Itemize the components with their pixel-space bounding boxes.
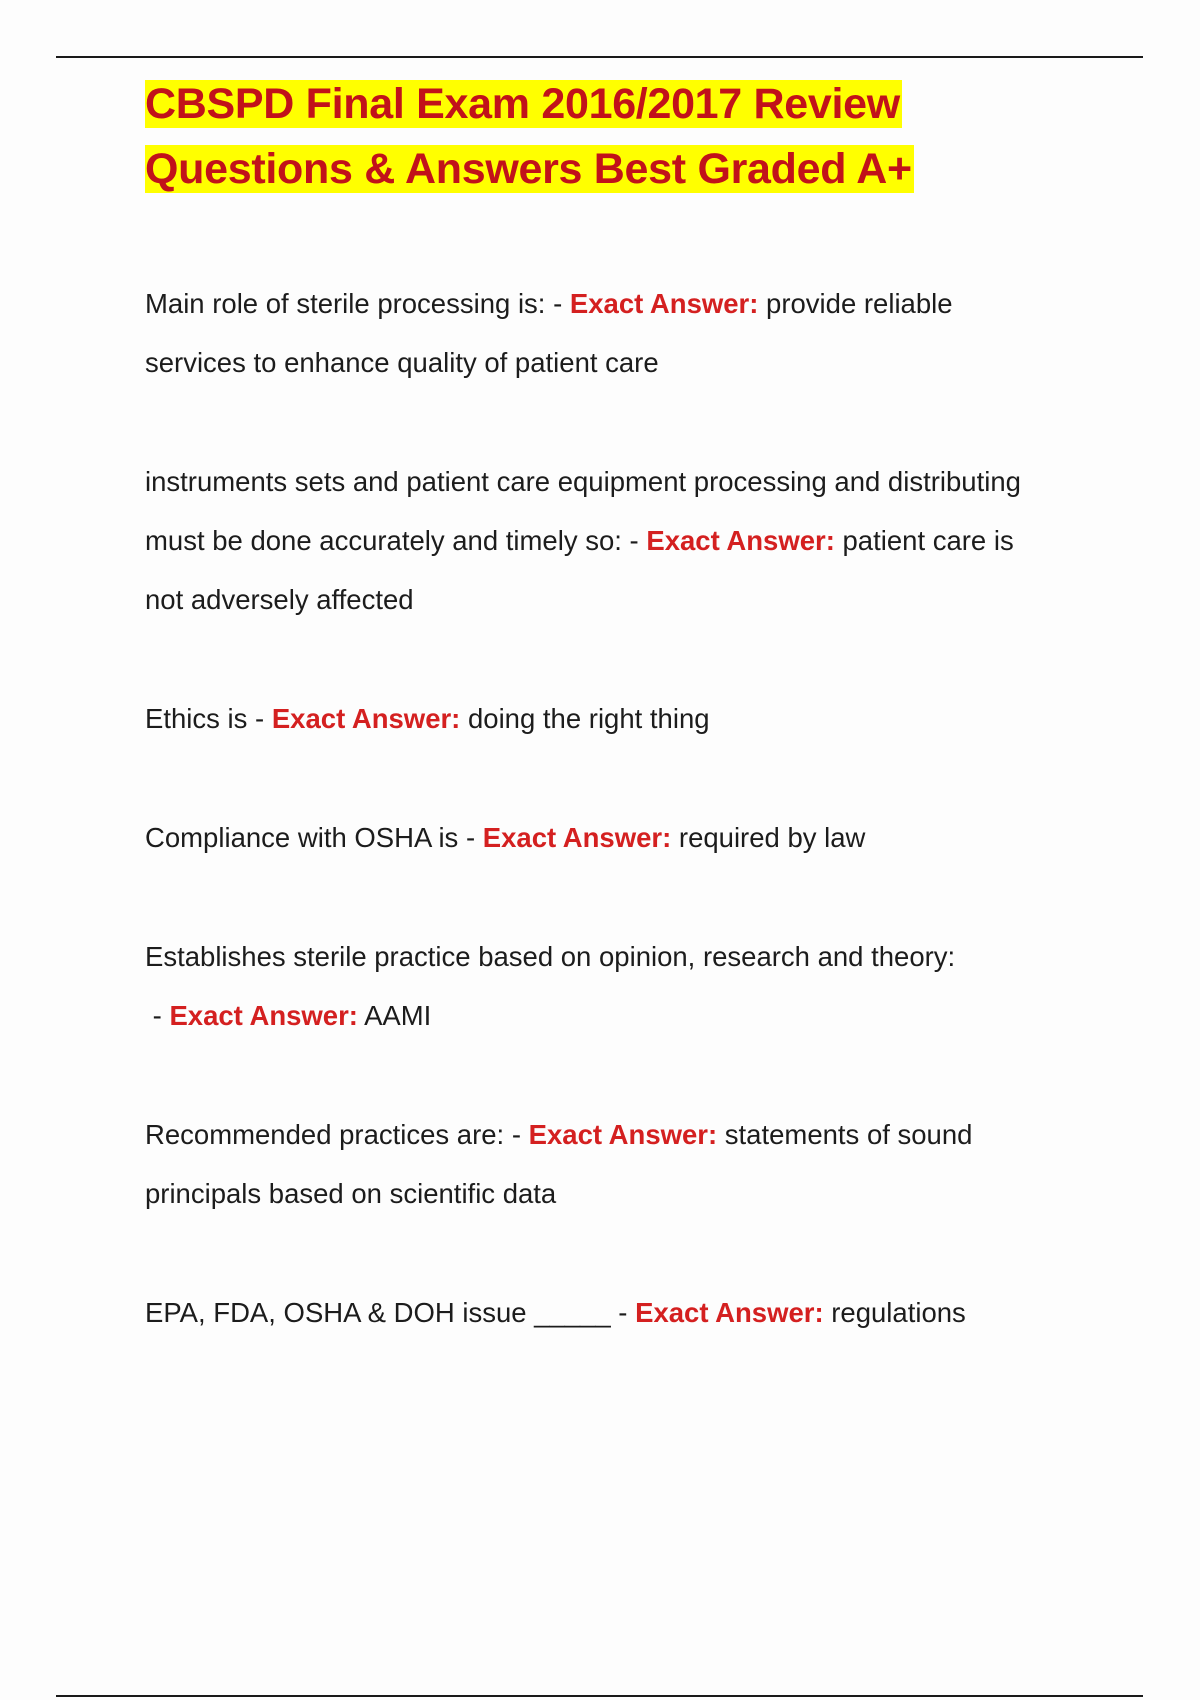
title-highlight [145,80,914,193]
answer-text: provide reliable services to enhance quality of patient care [145,288,953,378]
answer-text: patient care is not adversely affected [145,525,1014,615]
answer-text: AAMI [364,1000,432,1031]
question-text: Establishes sterile practice based on opinion, research and theory: [145,941,956,972]
question-text: instruments sets and patient care equipment processing and distributing must be done accurately and timely so: [145,466,1021,556]
question-text: Main role of sterile processing is: [145,288,546,319]
document-body [145,72,1045,1342]
qa-list [145,274,1045,1342]
qa-item: Compliance with OSHA is - Exact Answer: required by law [145,822,866,853]
answer-text: statements of sound principals based on scientific data [145,1119,973,1209]
title-line-1: CBSPD Final Exam 2016/2017 Review [145,80,900,128]
qa-item: Establishes sterile practice based on opinion, research and theory: - Exact Answer: AAMI [145,941,956,1031]
qa-item: EPA, FDA, OSHA & DOH issue _____ - Exact Answer: regulations [145,1297,966,1328]
answer-text: required by law [678,822,866,853]
question-text: EPA, FDA, OSHA & DOH issue _____ [145,1297,611,1328]
qa-item: instruments sets and patient care equipment processing and distributing must be done accurately and timely so: - Exact Answer: patient care is not adversely affected [145,466,1021,615]
answer-label: Exact Answer: [635,1297,824,1328]
bottom-divider [56,1695,1143,1697]
answer-label: Exact Answer: [169,1000,358,1031]
answer-label: Exact Answer: [271,703,461,734]
title-line-2: Questions & Answers Best Graded A+ [145,145,912,193]
question-text: Recommended practices are: [145,1119,505,1150]
top-divider [56,56,1143,58]
question-text: Compliance with OSHA is [145,822,459,853]
answer-label: Exact Answer: [646,525,835,556]
answer-text: regulations [831,1297,966,1328]
answer-label: Exact Answer: [482,822,672,853]
answer-text: doing the right thing [467,703,710,734]
answer-label: Exact Answer: [528,1119,718,1150]
question-text: Ethics is [145,703,248,734]
qa-item: Ethics is - Exact Answer: doing the right thing [145,703,710,734]
document-title [145,72,1045,202]
qa-item: Recommended practices are: - Exact Answer: statements of sound principals based on scientific data [145,1119,973,1209]
qa-item: Main role of sterile processing is: - Exact Answer: provide reliable services to enhance quality of patient care [145,288,953,378]
answer-label: Exact Answer: [569,288,759,319]
